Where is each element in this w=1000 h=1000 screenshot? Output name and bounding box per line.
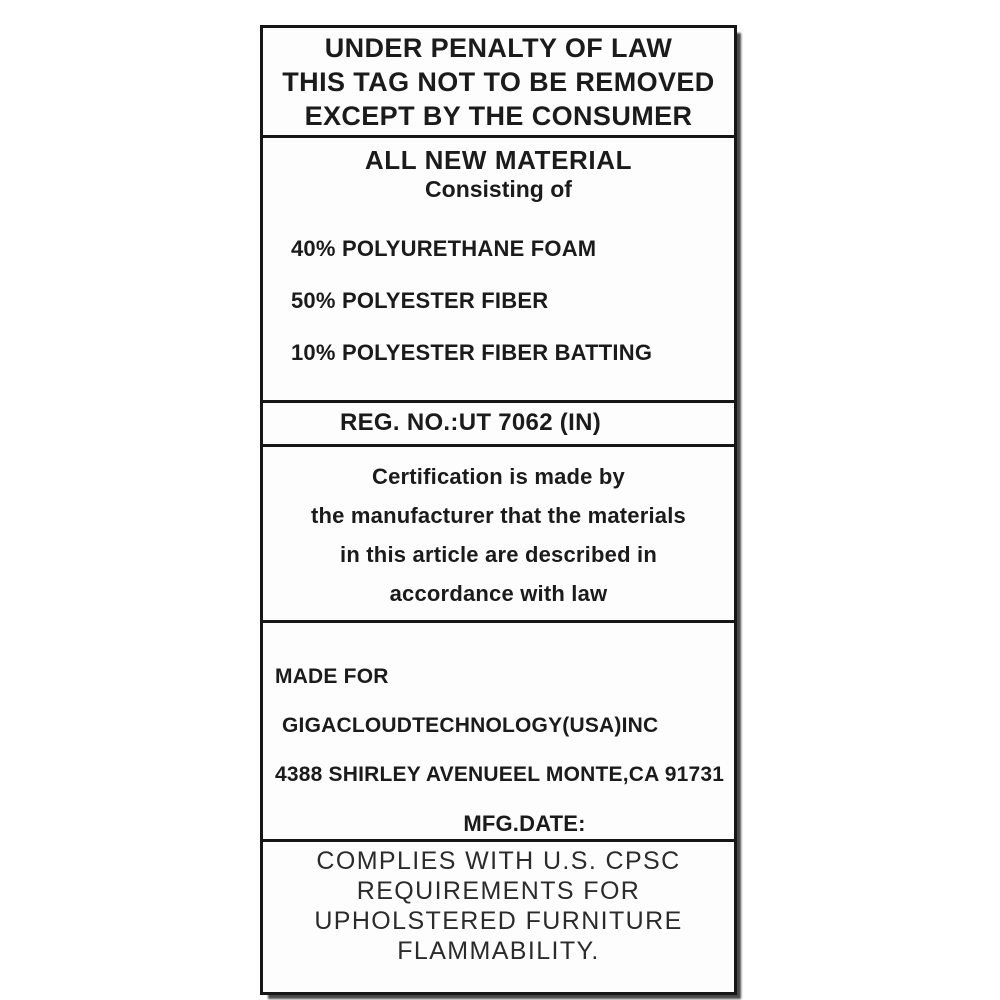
company-address: 4388 SHIRLEY AVENUEEL MONTE,CA 91731	[275, 763, 725, 786]
material-item-1: 40% POLYURETHANE FOAM	[291, 236, 597, 261]
contents-heading: ALL NEW MATERIAL	[364, 145, 633, 175]
certification-line-1: Certification is made by	[372, 464, 625, 489]
compliance-line-2: REQUIREMENTS FOR	[356, 877, 641, 905]
compliance-line-1: COMPLIES WITH U.S. CPSC	[316, 847, 681, 875]
law-label-tag	[260, 25, 737, 995]
material-contents-section	[260, 138, 737, 403]
penalty-notice-section	[260, 25, 737, 138]
compliance-line-4: FLAMMABILITY.	[397, 937, 600, 965]
company-name: GIGACLOUDTECHNOLOGY(USA)INC	[282, 714, 659, 737]
registration-number-text: REG. NO.:UT 7062 (IN)	[339, 409, 601, 436]
made-for-label: MADE FOR	[275, 665, 389, 688]
certification-line-3: in this article are described in	[340, 542, 657, 567]
certification-section	[260, 447, 737, 623]
material-item-2: 50% POLYESTER FIBER	[291, 288, 549, 313]
material-items-list	[263, 237, 734, 364]
penalty-line-1: UNDER PENALTY OF LAW	[324, 32, 673, 63]
registration-number-section	[260, 403, 737, 447]
compliance-line-3: UPHOLSTERED FURNITURE	[314, 907, 683, 935]
penalty-line-3: EXCEPT BY THE CONSUMER	[304, 100, 693, 131]
made-for-section	[260, 623, 737, 842]
mfg-date-label: MFG.DATE:	[463, 811, 586, 836]
penalty-line-2: THIS TAG NOT TO BE REMOVED	[282, 66, 715, 97]
contents-subheading: Consisting of	[425, 176, 572, 202]
certification-line-4: accordance with law	[389, 581, 608, 606]
material-item-3: 10% POLYESTER FIBER BATTING	[291, 340, 653, 365]
certification-line-2: the manufacturer that the materials	[311, 503, 686, 528]
compliance-statement-section	[260, 842, 737, 995]
